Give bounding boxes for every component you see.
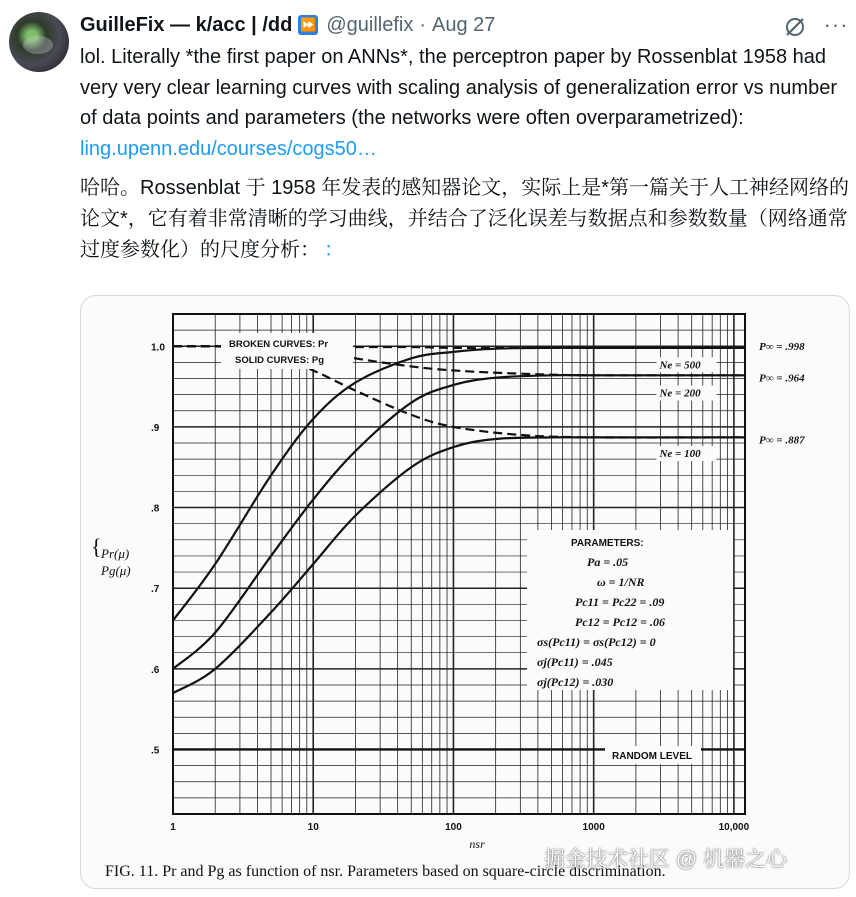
parameters-title: PARAMETERS:: [571, 538, 644, 549]
x-tick-label: 1: [170, 822, 176, 833]
y-axis-label: [91, 534, 131, 578]
y-tick-label: .6: [151, 664, 160, 676]
tweet-header: [80, 10, 495, 40]
translation-link[interactable]: ：: [324, 239, 344, 261]
display-name[interactable]: GuilleFix — k/acc | /dd: [80, 13, 293, 36]
legend-box: [221, 333, 353, 369]
avatar[interactable]: [9, 12, 69, 72]
figure-chart: [81, 296, 850, 889]
annotation-label: P∞ = .998: [759, 340, 805, 353]
y-tick-label: .8: [151, 503, 160, 515]
watermark: 掘金技术社区 @ 机器之心: [544, 848, 787, 871]
media-image[interactable]: [80, 295, 850, 889]
y-tick-label: .5: [151, 745, 160, 757]
random-level-label: [605, 746, 701, 764]
tweet-text: [80, 42, 850, 164]
parameter-line: ω = 1/NR: [597, 575, 645, 589]
parameter-line: σj(Pc12) = .030: [537, 675, 614, 689]
fast-forward-icon: ⏩: [298, 15, 318, 35]
annotation-label: Ne = 100: [659, 448, 701, 461]
parameters-box: [527, 530, 733, 690]
svg-text:{: {: [91, 534, 102, 559]
legend-broken-curves: BROKEN CURVES: Pr: [229, 339, 329, 350]
x-tick-label: 10,000: [718, 822, 750, 833]
y-axis-label-pg: Pg(μ): [101, 563, 131, 578]
figure-caption: FIG. 11. Pr and Pg as function of nsr. Parameters based on square-circle discrimination.: [105, 863, 666, 880]
post-date[interactable]: Aug 27: [432, 13, 496, 36]
parameter-line: Pa = .05: [587, 555, 629, 569]
parameter-line: Pc11 = Pc22 = .09: [575, 595, 665, 609]
svg-text:RANDOM LEVEL: RANDOM LEVEL: [612, 751, 692, 762]
y-tick-label: .9: [151, 422, 160, 434]
tweet-body: lol. Literally *the first paper on ANNs*, the perceptron paper by Rossenblat 1958 had very very clear learning curves with scaling analysis of generalization error vs number of data points and parameters (the networks were often overparametrized):: [80, 46, 837, 129]
parameter-line: σj(Pc11) = .045: [537, 655, 613, 669]
separator: ·: [419, 13, 427, 36]
annotation-label: P∞ = .964: [759, 372, 805, 385]
y-tick-label: .7: [151, 584, 160, 596]
parameter-line: σs(Pc11) = σs(Pc12) = 0: [537, 635, 656, 649]
annotation-label: P∞ = .887: [759, 434, 805, 447]
y-tick-label: 1.0: [151, 342, 165, 354]
x-tick-label: 1000: [582, 822, 605, 833]
x-tick-label: 10: [307, 822, 319, 833]
x-tick-label: 100: [445, 822, 462, 833]
user-handle[interactable]: @guillefix: [326, 13, 414, 36]
annotation-label: Ne = 200: [659, 387, 701, 400]
translated-text: [80, 173, 850, 266]
grok-icon[interactable]: [783, 15, 807, 39]
legend-solid-curves: SOLID CURVES: Pg: [235, 355, 325, 366]
y-axis-label-pr: Pr(μ): [101, 546, 130, 561]
tweet-link[interactable]: ling.upenn.edu/courses/cogs50…: [80, 137, 377, 160]
more-options-icon[interactable]: ···: [823, 12, 849, 37]
parameter-line: Pc12 = Pc12 = .06: [575, 615, 665, 629]
translation-body: 哈哈。Rossenblat 于 1958 年发表的感知器论文，实际上是*第一篇关于人工神经网络的论文*，它有着非常清晰的学习曲线，并结合了泛化误差与数据点和参数数量（网络通常过度参数化）的尺度分析：: [80, 177, 850, 261]
annotation-label: Ne = 500: [659, 359, 701, 372]
x-axis-label: nsr: [469, 837, 485, 851]
